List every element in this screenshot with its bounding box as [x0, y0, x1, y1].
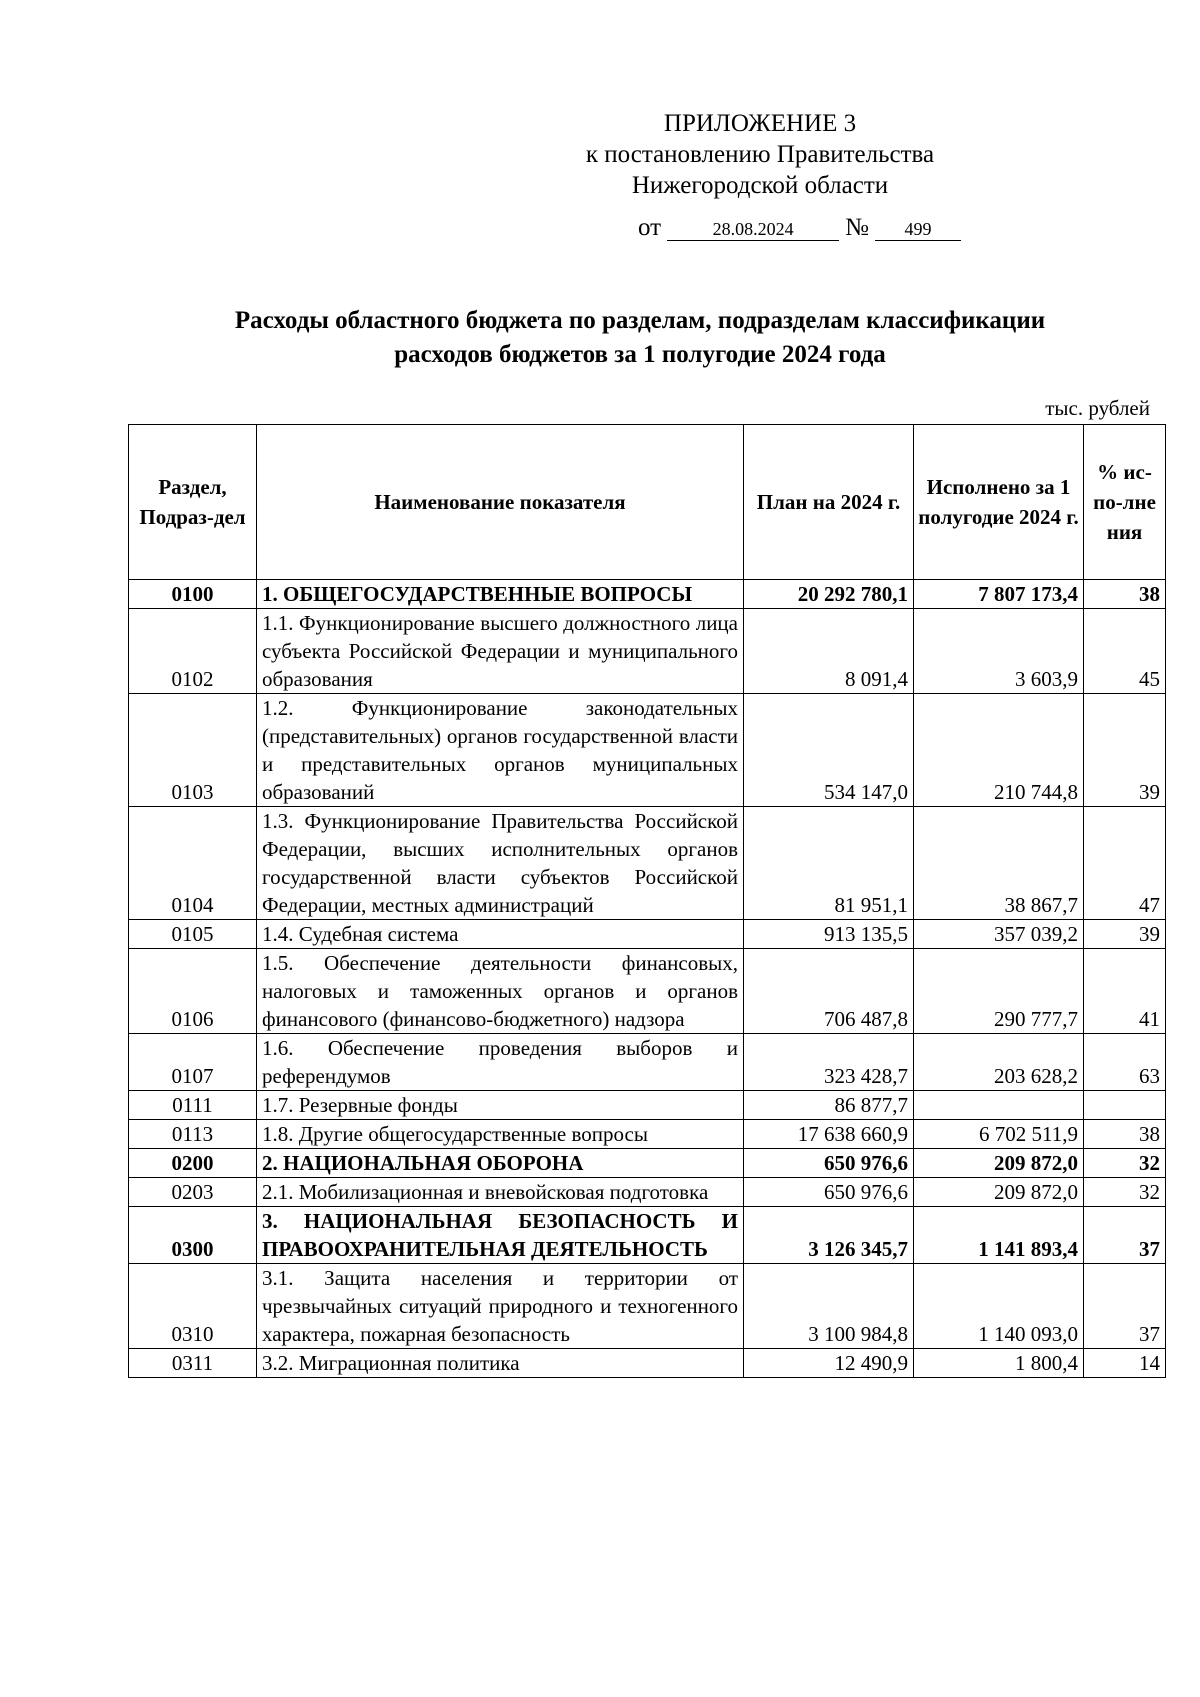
table-row [129, 580, 1166, 609]
row-executed: 3 603,9 [914, 609, 1084, 694]
row-code: 0200 [129, 1149, 257, 1178]
row-plan: 3 100 984,8 [744, 1264, 914, 1349]
appendix-line: Нижегородской области [631, 172, 889, 199]
appendix-line: к постановлению Правительства [585, 141, 935, 168]
row-code: 0113 [129, 1120, 257, 1149]
row-name: 3.1. Защита населения и территории от чрезвычайных ситуаций природного и техногенного характера, пожарная безопасность [257, 1264, 744, 1349]
budget-table [128, 424, 1166, 1378]
row-code: 0310 [129, 1264, 257, 1349]
row-plan: 913 135,5 [744, 920, 914, 949]
row-plan: 650 976,6 [744, 1178, 914, 1207]
row-plan: 650 976,6 [744, 1149, 914, 1178]
table-row [129, 1091, 1166, 1120]
row-executed: 6 702 511,9 [914, 1120, 1084, 1149]
row-name: 1.4. Судебная система [257, 920, 744, 949]
header-plan: План на 2024 г. [744, 425, 914, 580]
number-label: № [845, 214, 869, 241]
row-executed: 38 867,7 [914, 807, 1084, 920]
row-name: 1.1. Функционирование высшего должностного лица субъекта Российской Федерации и муниципального образования [257, 609, 744, 694]
row-percent: 39 [1084, 694, 1166, 807]
row-executed: 1 141 893,4 [914, 1207, 1084, 1264]
row-plan: 12 490,9 [744, 1349, 914, 1378]
title-line: Расходы областного бюджета по разделам, подразделам классификации [234, 307, 1046, 334]
table-row [129, 1264, 1166, 1349]
header-executed: Исполнено за 1 полугодие 2024 г. [914, 425, 1084, 580]
row-executed: 203 628,2 [914, 1034, 1084, 1091]
document-title [120, 304, 1160, 372]
row-executed: 290 777,7 [914, 949, 1084, 1034]
table-row [129, 949, 1166, 1034]
table-row [129, 1149, 1166, 1178]
row-code: 0107 [129, 1034, 257, 1091]
row-name: 2.1. Мобилизационная и вневойсковая подготовка [257, 1178, 744, 1207]
row-percent: 38 [1084, 580, 1166, 609]
appendix-line: ПРИЛОЖЕНИЕ 3 [663, 110, 857, 137]
row-code: 0100 [129, 580, 257, 609]
row-code: 0300 [129, 1207, 257, 1264]
table-row [129, 1178, 1166, 1207]
row-executed: 1 800,4 [914, 1349, 1084, 1378]
row-executed: 1 140 093,0 [914, 1264, 1084, 1349]
row-plan: 86 877,7 [744, 1091, 914, 1120]
decree-number: 499 [875, 218, 961, 241]
row-percent: 14 [1084, 1349, 1166, 1378]
row-plan: 534 147,0 [744, 694, 914, 807]
row-name: 1.3. Функционирование Правительства Российской Федерации, высших исполнительных органов государственной власти субъектов Российской Федерации, местных администраций [257, 807, 744, 920]
table-body [129, 580, 1166, 1378]
appendix-header [560, 108, 960, 201]
row-code: 0103 [129, 694, 257, 807]
row-code: 0203 [129, 1178, 257, 1207]
table-row [129, 1120, 1166, 1149]
row-executed: 210 744,8 [914, 694, 1084, 807]
decree-date: 28.08.2024 [667, 218, 839, 241]
row-name: 1.6. Обеспечение проведения выборов и референдумов [257, 1034, 744, 1091]
row-plan: 706 487,8 [744, 949, 914, 1034]
row-percent: 32 [1084, 1178, 1166, 1207]
row-plan: 3 126 345,7 [744, 1207, 914, 1264]
table-row [129, 920, 1166, 949]
row-name: 1.7. Резервные фонды [257, 1091, 744, 1120]
row-name: 3. НАЦИОНАЛЬНАЯ БЕЗОПАСНОСТЬ И ПРАВООХРАНИТЕЛЬНАЯ ДЕЯТЕЛЬНОСТЬ [257, 1207, 744, 1264]
row-percent: 41 [1084, 949, 1166, 1034]
units-label: тыс. рублей [1045, 396, 1150, 420]
row-name: 1.5. Обеспечение деятельности финансовых, налоговых и таможенных органов и органов финансового (финансово-бюджетного) надзора [257, 949, 744, 1034]
row-percent: 45 [1084, 609, 1166, 694]
table-row [129, 694, 1166, 807]
row-code: 0102 [129, 609, 257, 694]
row-plan: 17 638 660,9 [744, 1120, 914, 1149]
row-name: 3.2. Миграционная политика [257, 1349, 744, 1378]
table-header-row [129, 425, 1166, 580]
row-percent: 37 [1084, 1207, 1166, 1264]
table-row [129, 807, 1166, 920]
header-name: Наименование показателя [257, 425, 744, 580]
table-row [129, 1207, 1166, 1264]
row-name: 1. ОБЩЕГОСУДАРСТВЕННЫЕ ВОПРОСЫ [257, 580, 744, 609]
title-line: расходов бюджетов за 1 полугодие 2024 года [394, 341, 886, 368]
header-percent: % ис-по-лне ния [1084, 425, 1166, 580]
row-name: 1.2. Функционирование законодательных (представительных) органов государственной власти и представительных органов муниципальных образований [257, 694, 744, 807]
row-name: 1.8. Другие общегосударственные вопросы [257, 1120, 744, 1149]
table-row [129, 1349, 1166, 1378]
row-percent: 37 [1084, 1264, 1166, 1349]
from-label: от [638, 214, 662, 241]
header-code: Раздел, Подраз-дел [129, 425, 257, 580]
row-code: 0104 [129, 807, 257, 920]
row-plan: 20 292 780,1 [744, 580, 914, 609]
row-executed: 209 872,0 [914, 1149, 1084, 1178]
row-code: 0106 [129, 949, 257, 1034]
table-row [129, 609, 1166, 694]
row-code: 0311 [129, 1349, 257, 1378]
row-plan: 8 091,4 [744, 609, 914, 694]
row-percent: 63 [1084, 1034, 1166, 1091]
decree-reference [638, 214, 961, 242]
row-percent: 38 [1084, 1120, 1166, 1149]
row-percent: 39 [1084, 920, 1166, 949]
row-percent [1084, 1091, 1166, 1120]
row-name: 2. НАЦИОНАЛЬНАЯ ОБОРОНА [257, 1149, 744, 1178]
row-plan: 81 951,1 [744, 807, 914, 920]
row-executed: 209 872,0 [914, 1178, 1084, 1207]
row-percent: 47 [1084, 807, 1166, 920]
row-code: 0111 [129, 1091, 257, 1120]
table-row [129, 1034, 1166, 1091]
row-plan: 323 428,7 [744, 1034, 914, 1091]
row-executed: 357 039,2 [914, 920, 1084, 949]
row-percent: 32 [1084, 1149, 1166, 1178]
row-executed: 7 807 173,4 [914, 580, 1084, 609]
row-code: 0105 [129, 920, 257, 949]
row-executed [914, 1091, 1084, 1120]
